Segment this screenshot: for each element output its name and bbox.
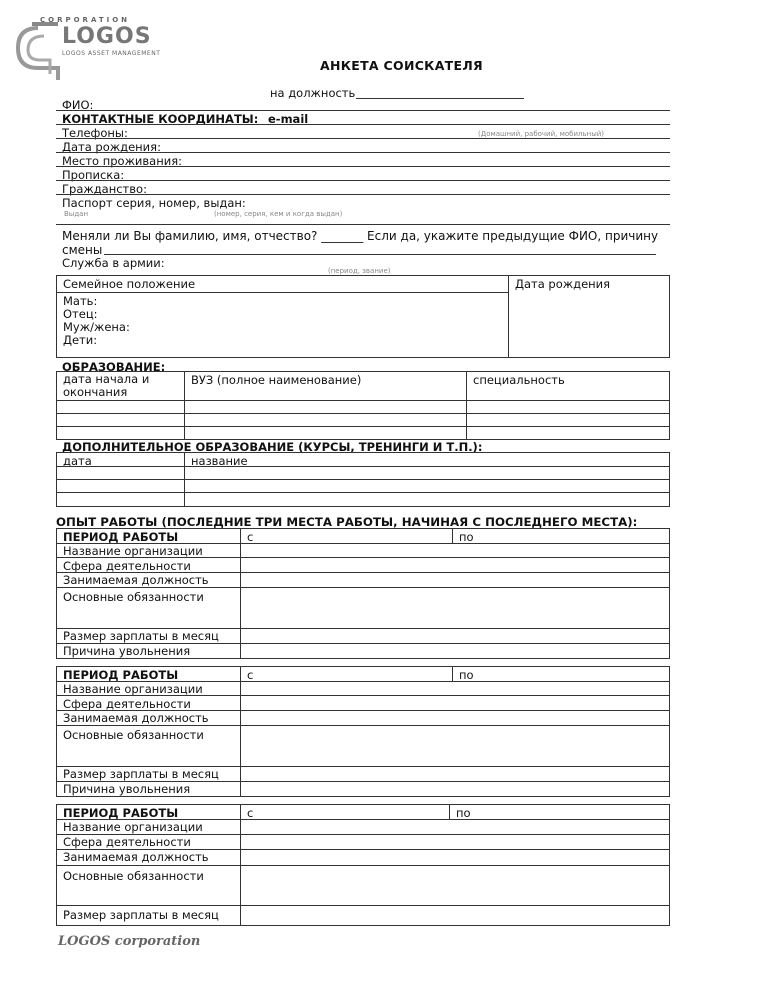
work-reason-label: Причина увольнения — [63, 644, 191, 658]
extra-education-heading: ДОПОЛНИТЕЛЬНОЕ ОБРАЗОВАНИЕ (КУРСЫ, ТРЕНИНГИ И Т.П.): — [62, 440, 483, 454]
work-period-label: ПЕРИОД РАБОТЫ — [63, 668, 179, 682]
army-label: Служба в армии: — [62, 256, 165, 270]
mother-label: Мать: — [63, 294, 98, 308]
fio-label: ФИО: — [62, 98, 94, 112]
email-label: e-mail — [268, 112, 309, 126]
work-salary-label: Размер зарплаты в месяц — [63, 908, 219, 922]
name-change-cont: смены — [62, 243, 103, 257]
extra-name-header: название — [191, 454, 248, 468]
work-salary-label: Размер зарплаты в месяц — [63, 629, 219, 643]
work-from-label: с — [247, 530, 254, 544]
company-logo — [10, 16, 190, 86]
work-from-label: с — [247, 806, 254, 820]
work-duties-label: Основные обязанности — [63, 728, 204, 742]
family-table — [56, 275, 670, 358]
logo-corporation: CORPORATION — [40, 16, 131, 24]
name-change-question: Меняли ли Вы фамилию, имя, отчество? _______ Если да, укажите предыдущие ФИО, причину — [62, 229, 659, 243]
residence-label: Место проживания: — [62, 154, 183, 168]
work-reason-label: Причина увольнения — [63, 782, 191, 796]
page-title: АНКЕТА СОИСКАТЕЛЯ — [320, 58, 483, 73]
work-field-label: Сфера деятельности — [63, 697, 191, 711]
logo-emblem-icon — [10, 16, 70, 86]
education-dates-header: дата начала и окончания — [63, 372, 150, 399]
work-duties-label: Основные обязанности — [63, 869, 204, 883]
education-univ-header: ВУЗ (полное наименование) — [191, 373, 362, 387]
logo-brand: LOGOS — [62, 24, 152, 49]
footer-brand: LOGOS corporation — [58, 934, 201, 949]
work-position-label: Занимаемая должность — [63, 711, 209, 725]
education-spec-header: специальность — [473, 373, 565, 387]
work-org-label: Название организации — [63, 544, 203, 558]
work-org-label: Название организации — [63, 682, 203, 696]
citizenship-label: Гражданство: — [62, 182, 147, 196]
registration-label: Прописка: — [62, 168, 125, 182]
work-heading: ОПЫТ РАБОТЫ (ПОСЛЕДНИЕ ТРИ МЕСТА РАБОТЫ, НАЧИНАЯ С ПОСЛЕДНЕГО МЕСТА): — [56, 515, 638, 529]
work-block-1 — [56, 528, 670, 659]
work-period-label: ПЕРИОД РАБОТЫ — [63, 806, 179, 820]
position-label: на должность — [270, 86, 356, 100]
passport-hint: (номер, серия, кем и когда выдан) — [214, 210, 343, 218]
work-block-3 — [56, 804, 670, 926]
work-org-label: Название организации — [63, 820, 203, 834]
extra-education-table — [56, 452, 670, 507]
army-hint: (период, звание) — [328, 267, 391, 275]
work-duties-label: Основные обязанности — [63, 590, 204, 604]
work-field-label: Сфера деятельности — [63, 835, 191, 849]
logo-subtitle: LOGOS ASSET MANAGEMENT — [62, 50, 161, 57]
father-label: Отец: — [63, 307, 98, 321]
phones-hint: (Домашний, рабочий, мобильный) — [478, 130, 605, 138]
work-to-label: по — [459, 668, 474, 682]
education-table — [56, 371, 670, 440]
work-to-label: по — [456, 806, 471, 820]
work-block-2 — [56, 666, 670, 797]
family-status-header: Семейное положение — [63, 277, 196, 291]
work-position-label: Занимаемая должность — [63, 573, 209, 587]
passport-hint-left: Выдан — [64, 210, 89, 218]
spouse-label: Муж/жена: — [63, 320, 130, 334]
birth-label: Дата рождения: — [62, 140, 161, 154]
work-to-label: по — [459, 530, 474, 544]
work-salary-label: Размер зарплаты в месяц — [63, 767, 219, 781]
work-field-label: Сфера деятельности — [63, 559, 191, 573]
work-period-label: ПЕРИОД РАБОТЫ — [63, 530, 179, 544]
extra-date-header: дата — [63, 454, 92, 468]
work-from-label: с — [247, 668, 254, 682]
children-label: Дети: — [63, 333, 98, 347]
phones-label: Телефоны: — [62, 126, 128, 140]
family-birth-header: Дата рождения — [515, 277, 611, 291]
contacts-label: КОНТАКТНЫЕ КООРДИНАТЫ: — [62, 112, 259, 126]
passport-label: Паспорт серия, номер, выдан: — [62, 196, 246, 210]
work-position-label: Занимаемая должность — [63, 850, 209, 864]
position-field[interactable] — [356, 98, 524, 99]
education-heading: ОБРАЗОВАНИЕ: — [62, 360, 166, 374]
